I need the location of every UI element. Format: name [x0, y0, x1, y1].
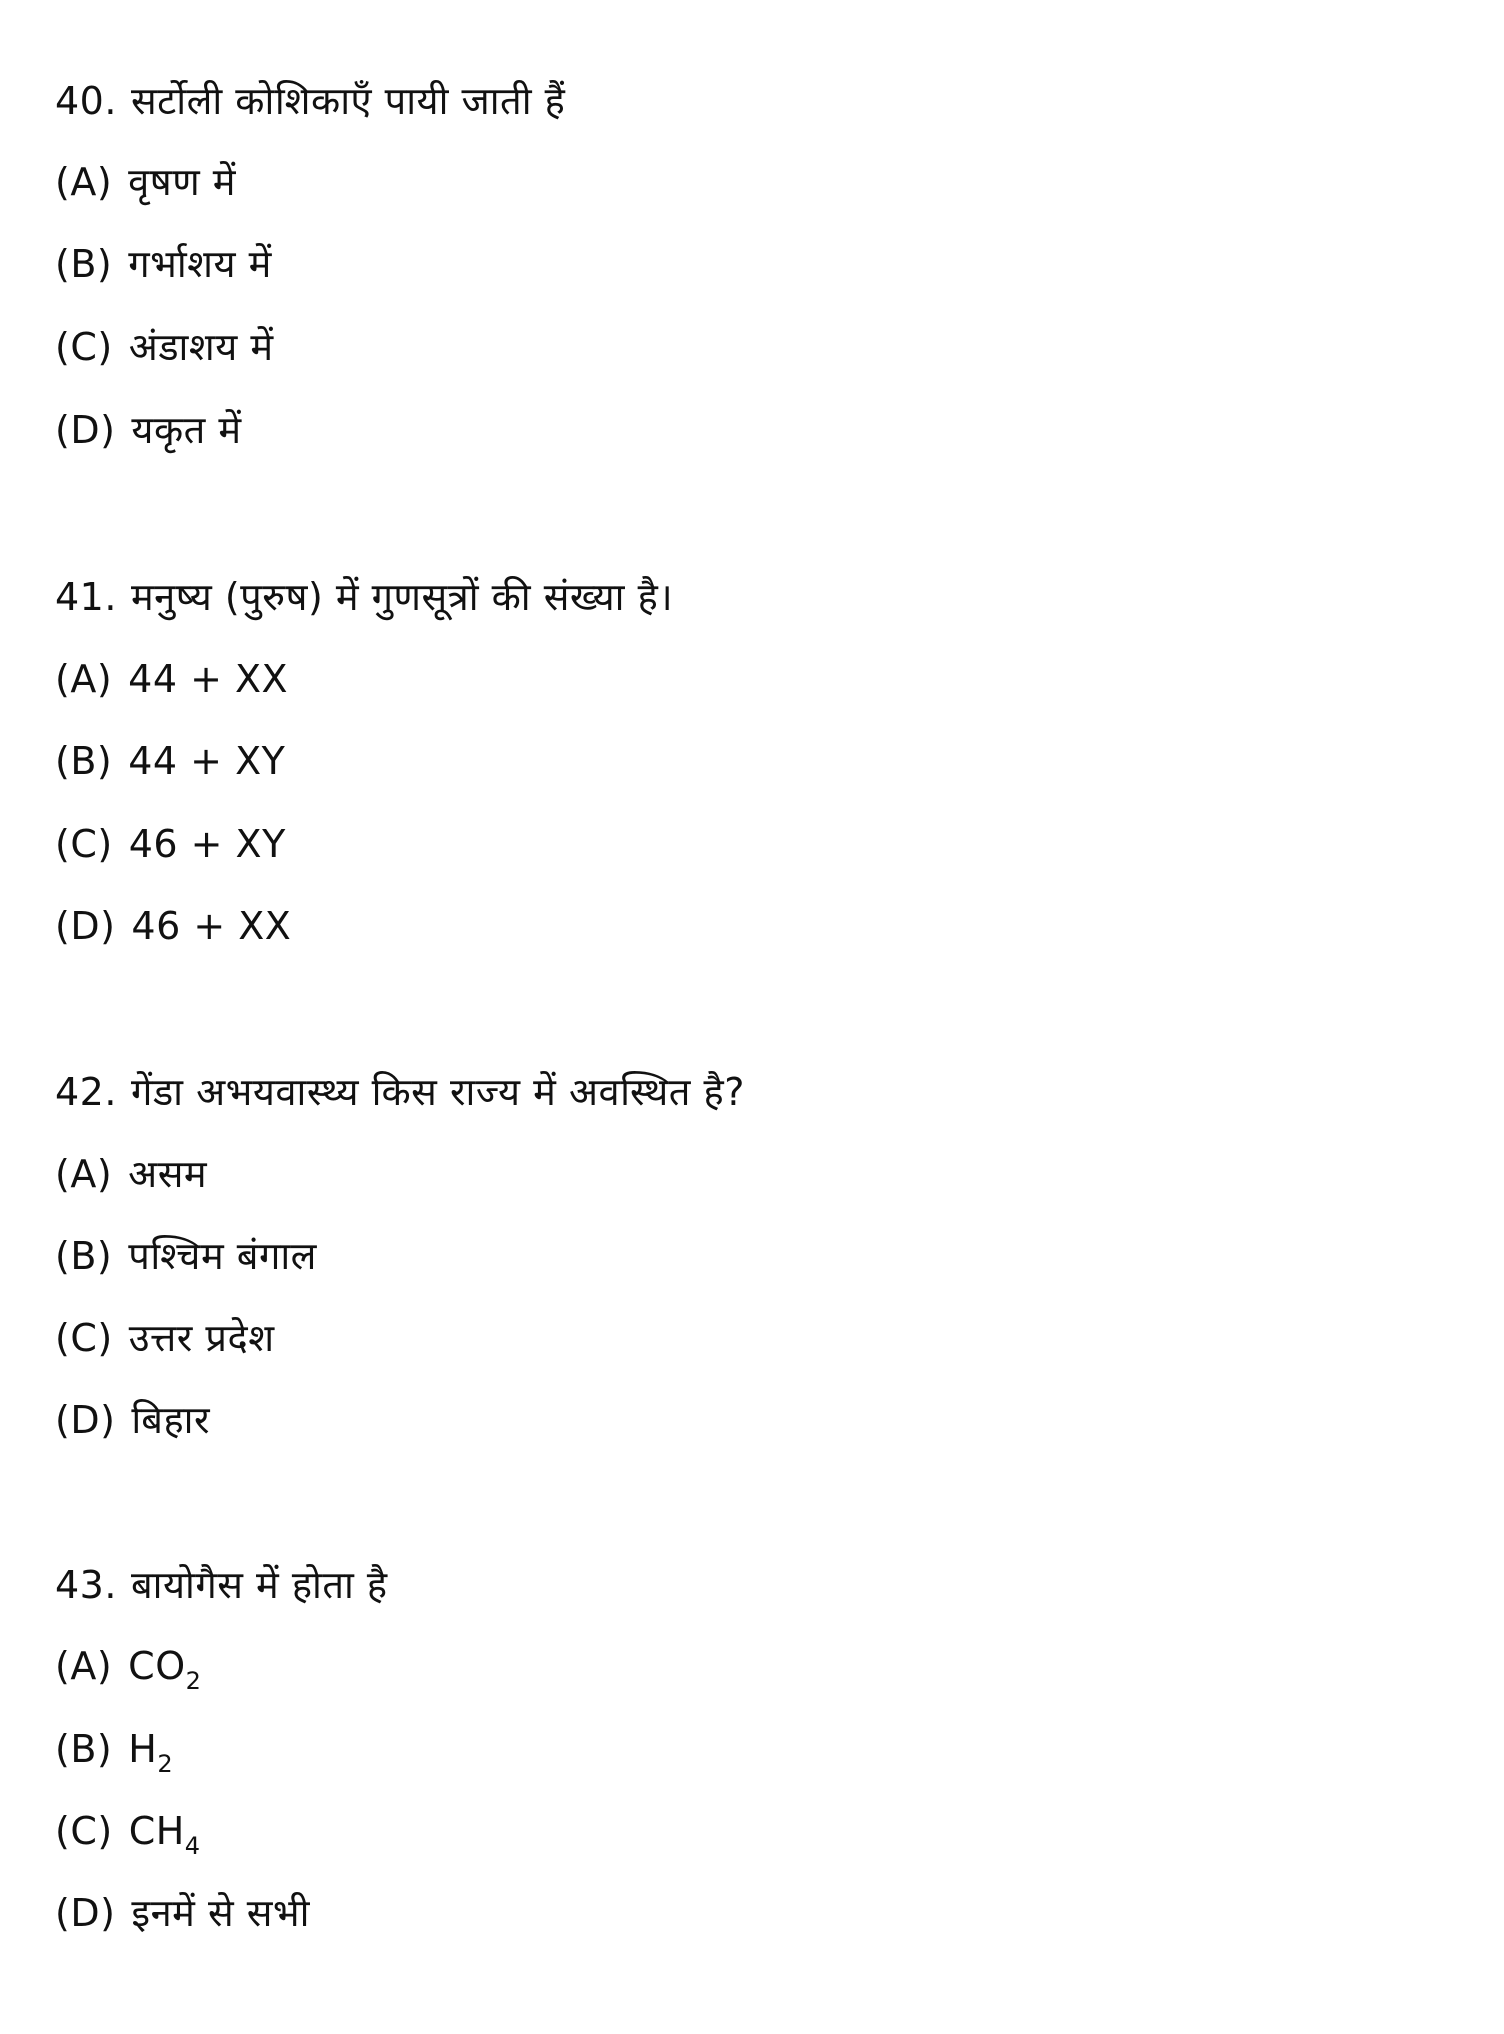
option-text: 46 + XY [128, 822, 286, 866]
option-b [55, 736, 285, 786]
option-c [55, 1313, 275, 1363]
question-40 [55, 76, 565, 126]
option-a [55, 654, 288, 704]
option-label: (C) [55, 325, 113, 369]
option-b [55, 1724, 174, 1778]
formula-subscript: 4 [184, 1832, 201, 1860]
option-b [55, 1231, 317, 1281]
option-c [55, 819, 286, 869]
option-d [55, 901, 291, 951]
option-b [55, 239, 272, 289]
option-label: (D) [55, 1891, 116, 1935]
option-label: (A) [55, 160, 113, 204]
option-text: यकृत में [131, 408, 242, 452]
option-text: असम [128, 1152, 208, 1196]
question-number: 42. [55, 1070, 117, 1114]
option-label: (B) [55, 1727, 113, 1771]
option-a [55, 1149, 207, 1199]
option-formula [128, 1727, 174, 1778]
option-label: (B) [55, 739, 113, 783]
option-d [55, 405, 242, 455]
option-c [55, 1806, 201, 1860]
option-label: (D) [55, 408, 116, 452]
question-number: 43. [55, 1563, 117, 1607]
formula-subscript: 2 [185, 1667, 202, 1695]
question-number: 40. [55, 79, 117, 123]
option-label: (D) [55, 904, 116, 948]
option-label: (C) [55, 1316, 113, 1360]
formula-base: H [128, 1727, 158, 1771]
option-label: (A) [55, 1644, 113, 1688]
option-label: (B) [55, 1234, 113, 1278]
question-number: 41. [55, 575, 117, 619]
option-label: (B) [55, 242, 113, 286]
question-43 [55, 1560, 388, 1610]
option-text: गर्भाशय में [128, 242, 272, 286]
option-formula [128, 1809, 201, 1860]
option-label: (A) [55, 657, 113, 701]
option-d [55, 1888, 310, 1938]
option-formula [128, 1644, 202, 1695]
formula-subscript: 2 [157, 1750, 174, 1778]
question-text: सर्टोली कोशिकाएँ पायी जाती हैं [130, 79, 566, 123]
option-text: 44 + XX [128, 657, 289, 701]
option-label: (D) [55, 1398, 116, 1442]
option-d [55, 1395, 210, 1445]
question-text: बायोगैस में होता है [130, 1563, 388, 1607]
question-42 [55, 1067, 745, 1117]
option-label: (C) [55, 1809, 113, 1853]
option-text: 46 + XX [131, 904, 292, 948]
option-text: वृषण में [128, 160, 237, 204]
option-text: उत्तर प्रदेश [128, 1316, 275, 1360]
question-text: मनुष्य (पुरुष) में गुणसूत्रों की संख्या है। [130, 575, 674, 619]
option-label: (C) [55, 822, 113, 866]
option-c [55, 322, 274, 372]
question-41 [55, 572, 673, 622]
option-a [55, 1641, 202, 1695]
formula-base: CO [128, 1644, 186, 1688]
option-a [55, 157, 236, 207]
formula-base: CH [128, 1809, 185, 1853]
option-text: पश्चिम बंगाल [128, 1234, 317, 1278]
option-text: बिहार [131, 1398, 211, 1442]
option-text: इनमें से सभी [131, 1891, 310, 1935]
option-text: 44 + XY [128, 739, 286, 783]
option-text: अंडाशय में [128, 325, 274, 369]
question-text: गेंडा अभयवास्थ्य किस राज्य में अवस्थित है? [130, 1070, 745, 1114]
option-label: (A) [55, 1152, 113, 1196]
